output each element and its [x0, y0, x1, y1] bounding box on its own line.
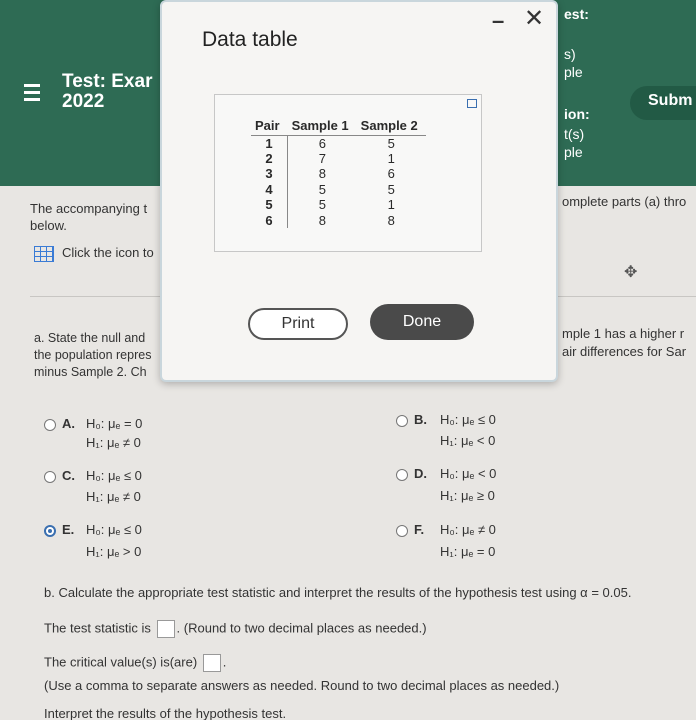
sample2-cell: 5	[387, 181, 395, 197]
option-e-h1: H₁: μₑ > 0	[86, 544, 142, 559]
pair-cell: 6	[251, 213, 288, 229]
right-header-fragment: est:	[564, 6, 589, 22]
move-icon[interactable]: ✥	[624, 264, 638, 281]
test-statistic-note: . (Round to two decimal places as needed.)	[176, 620, 427, 636]
interpret-text: Interpret the results of the hypothesis test.	[44, 706, 287, 720]
option-e-h0: H₀: μₑ ≤ 0	[86, 522, 142, 537]
table-row	[251, 197, 426, 213]
pair-cell: 2	[251, 151, 288, 167]
right-fragment-s: s)	[564, 46, 576, 62]
option-a-letter: A.	[62, 416, 75, 431]
option-f-h1: H₁: μₑ = 0	[440, 544, 496, 559]
option-c-letter: C.	[62, 468, 75, 483]
test-statistic-input[interactable]	[157, 620, 175, 638]
test-statistic-label: The test statistic is	[44, 620, 151, 636]
option-c-h0: H₀: μₑ ≤ 0	[86, 468, 142, 483]
pair-cell: 3	[251, 166, 288, 182]
sample1-cell: 8	[318, 212, 326, 228]
critical-value-line	[44, 654, 226, 672]
sample2-cell: 6	[387, 166, 395, 182]
part-b-question: b. Calculate the appropriate test statistic and interpret the results of the hypothesis test using α = 0.05.	[44, 585, 632, 600]
pair-cell: 1	[251, 135, 288, 151]
test-title-line1: Test: Exar	[62, 71, 153, 92]
done-button[interactable]: Done	[370, 304, 474, 340]
sample1-cell: 8	[318, 166, 326, 182]
right-fragment-mple2: air differences for Sar	[562, 344, 687, 359]
sample2-cell: 1	[387, 150, 395, 166]
option-a-radio[interactable]	[44, 419, 56, 431]
option-d-h1: H₁: μₑ ≥ 0	[440, 488, 495, 503]
col-header-sample2: Sample 2	[357, 117, 426, 135]
data-table-modal	[160, 0, 558, 382]
data-table	[251, 117, 426, 228]
option-a-h1: H₁: μₑ ≠ 0	[86, 435, 141, 450]
part-a-text: a. State the null and the population repres minus Sample 2. Ch	[34, 331, 152, 379]
table-row	[251, 182, 426, 198]
hamburger-menu-icon[interactable]	[24, 84, 42, 105]
option-c-h1: H₁: μₑ ≠ 0	[86, 489, 141, 504]
option-f-letter: F.	[414, 522, 425, 537]
option-b-h1: H₁: μₑ < 0	[440, 433, 496, 448]
option-d-h0: H₀: μₑ < 0	[440, 466, 497, 481]
test-statistic-line	[44, 620, 427, 638]
minimize-icon[interactable]: –	[492, 8, 505, 33]
print-button[interactable]: Print	[248, 308, 348, 340]
modal-title: Data table	[202, 28, 298, 51]
sample2-cell: 1	[387, 197, 395, 213]
right-fragment-ple2: ple	[564, 144, 583, 160]
option-d-radio[interactable]	[396, 469, 408, 481]
option-b-h0: H₀: μₑ ≤ 0	[440, 412, 496, 427]
critical-value-label: The critical value(s) is(are)	[44, 654, 198, 670]
col-header-pair: Pair	[251, 117, 288, 135]
data-table-container	[214, 94, 482, 252]
right-fragment-ple1: ple	[564, 64, 583, 80]
pair-cell: 4	[251, 182, 288, 198]
close-icon[interactable]: ✕	[524, 5, 545, 32]
option-f-radio[interactable]	[396, 525, 408, 537]
critical-value-period: .	[222, 654, 227, 670]
sample1-cell: 5	[318, 181, 326, 197]
click-icon-text: Click the icon to	[62, 245, 154, 260]
sample2-cell: 8	[387, 212, 395, 228]
table-row	[251, 135, 426, 151]
option-e-letter: E.	[62, 522, 75, 537]
table-row	[251, 213, 426, 229]
data-table-icon[interactable]	[34, 246, 54, 262]
col-header-sample1: Sample 1	[288, 117, 357, 135]
sample1-cell: 7	[318, 150, 326, 166]
option-f-h0: H₀: μₑ ≠ 0	[440, 522, 496, 537]
intro-text: The accompanying t below.	[30, 201, 148, 233]
right-fragment-ion: ion:	[564, 106, 590, 122]
right-fragment-complete: omplete parts (a) thro	[562, 194, 687, 209]
option-e-radio[interactable]	[44, 525, 56, 537]
table-row	[251, 151, 426, 167]
option-a-h0: H₀: μₑ = 0	[86, 416, 143, 431]
sample2-cell: 5	[387, 135, 395, 151]
test-title	[62, 72, 152, 112]
test-title-line2: 2022	[62, 91, 105, 112]
right-fragment-mple1: mple 1 has a higher r	[562, 326, 685, 341]
sample1-cell: 5	[318, 197, 326, 213]
copy-icon[interactable]	[467, 99, 477, 108]
option-b-letter: B.	[414, 412, 427, 427]
critical-value-note: (Use a comma to separate answers as needed. Round to two decimal places as needed.)	[44, 678, 560, 693]
option-d-letter: D.	[414, 466, 427, 481]
sample1-cell: 6	[318, 135, 326, 151]
critical-value-input[interactable]	[203, 654, 221, 672]
option-b-radio[interactable]	[396, 415, 408, 427]
pair-cell: 5	[251, 197, 288, 213]
option-c-radio[interactable]	[44, 471, 56, 483]
right-fragment-ts: t(s)	[564, 126, 585, 142]
table-row	[251, 166, 426, 182]
submit-button[interactable]: Subm	[630, 86, 696, 120]
